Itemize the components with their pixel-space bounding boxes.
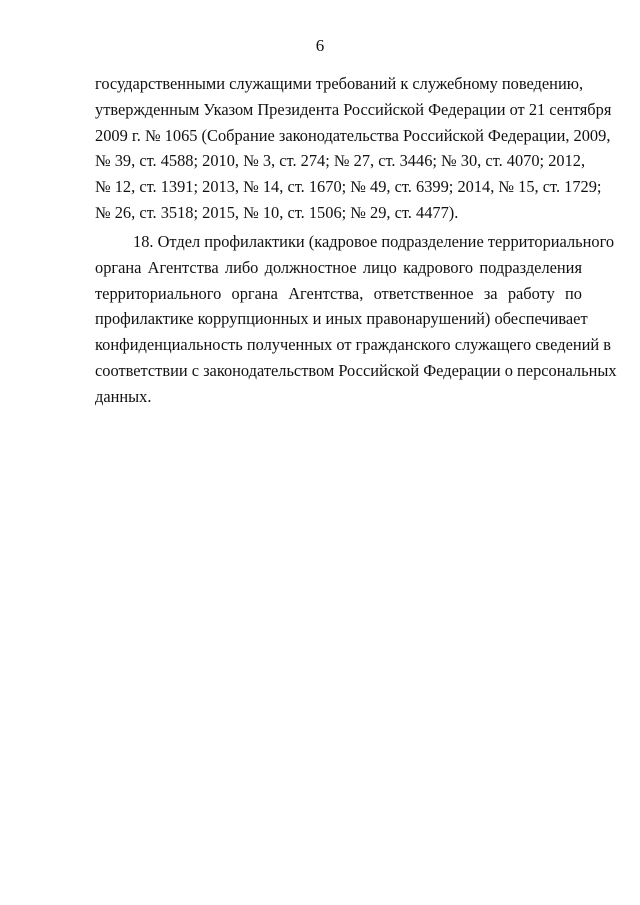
text-line: утвержденным Указом Президента Российской Федерации от 21 сентября xyxy=(95,99,612,119)
text-line: 2009 г. № 1065 (Собрание законодательства Российской Федерации, 2009, xyxy=(95,125,611,145)
text-line: данных. xyxy=(95,386,152,406)
text-line: органа Агентства либо должностное лицо кадрового подразделения xyxy=(95,257,582,277)
text-line: государственными служащими требований к служебному поведению, xyxy=(95,74,584,93)
text-line: № 26, ст. 3518; 2015, № 10, ст. 1506; № 29, ст. 4477). xyxy=(95,202,459,222)
text-line: профилактике коррупционных и иных правонарушений) обеспечивает xyxy=(95,309,588,329)
paragraph-18 xyxy=(95,229,617,410)
page-number: 6 xyxy=(315,36,325,55)
text-line: соответствии с законодательством Российской Федерации о персональных xyxy=(95,360,617,380)
paragraph-continued xyxy=(95,71,612,226)
text-line: территориального органа Агентства, ответственное за работу по xyxy=(95,283,582,303)
text-line: 18. Отдел профилактики (кадровое подразделение территориального xyxy=(133,232,615,251)
text-line: № 39, ст. 4588; 2010, № 3, ст. 274; № 27, ст. 3446; № 30, ст. 4070; 2012, xyxy=(95,151,586,171)
text-line: № 12, ст. 1391; 2013, № 14, ст. 1670; № 49, ст. 6399; 2014, № 15, ст. 1729; xyxy=(95,177,602,197)
text-line: конфиденциальность полученных от гражданского служащего сведений в xyxy=(95,335,611,355)
